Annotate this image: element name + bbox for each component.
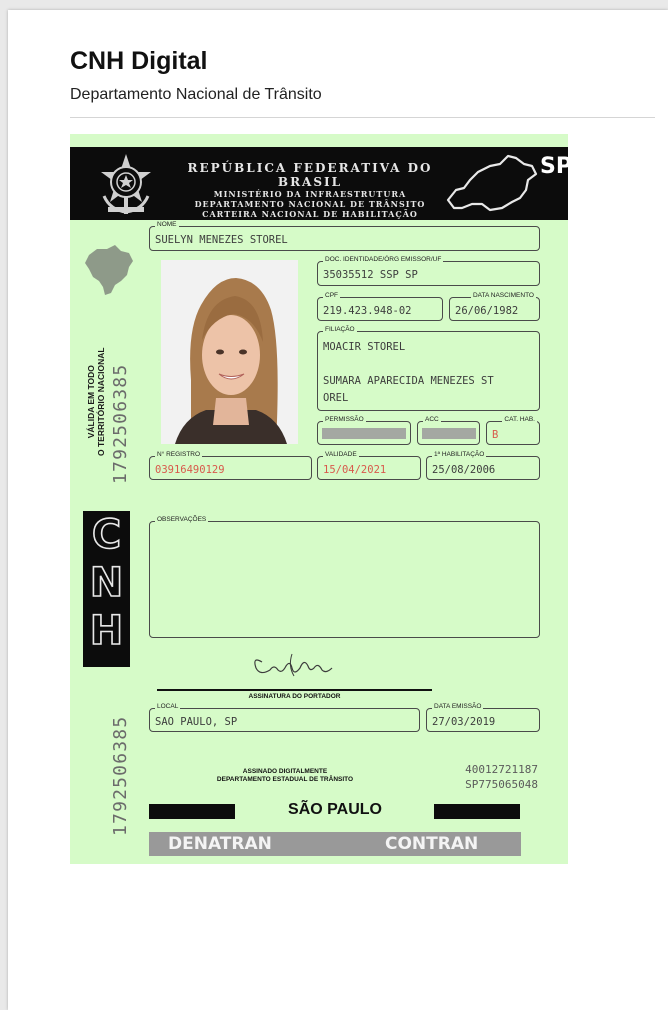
security-code-1: 40012721187 xyxy=(465,763,538,776)
sao-paulo-map-icon xyxy=(442,150,542,216)
cnh-letter-c: C xyxy=(91,512,122,558)
card-header xyxy=(70,147,572,220)
digital-signature-note: ASSINADO DIGITALMENTE DEPARTAMENTO ESTADUAL DE TRÂNSITO xyxy=(216,768,354,783)
footer-contran: CONTRAN xyxy=(385,834,479,854)
signature-label: ASSINATURA DO PORTADOR xyxy=(248,693,341,700)
field-cat-hab xyxy=(486,416,540,445)
field-data-nascimento xyxy=(449,292,540,321)
field-filiacao-value: MOACIR STOREL SUMARA APARECIDA MENEZES ST OREL xyxy=(323,341,494,404)
field-doc-identidade-value: 35035512 SSP SP xyxy=(323,269,418,281)
field-cat-hab-value: B xyxy=(492,429,499,441)
field-observacoes-label: OBSERVAÇÕES xyxy=(157,516,207,523)
field-permissao-label: PERMISSÃO xyxy=(325,416,364,423)
field-cpf xyxy=(317,292,443,321)
cnh-vertical-logo xyxy=(83,511,130,667)
field-nome-value: SUELYN MENEZES STOREL xyxy=(155,234,288,246)
field-observacoes xyxy=(149,516,540,638)
field-n-registro xyxy=(149,451,312,480)
field-validade xyxy=(317,451,421,480)
header-line-departamento: DEPARTAMENTO NACIONAL DE TRÂNSITO xyxy=(194,199,426,209)
field-validade-value: 15/04/2021 xyxy=(323,464,387,476)
field-filiacao xyxy=(317,326,540,411)
field-cat-hab-label: CAT. HAB. xyxy=(504,416,535,423)
coat-of-arms-icon xyxy=(94,152,158,216)
field-cpf-label: CPF xyxy=(325,292,338,299)
registro-vertical-lower: 1792506385 xyxy=(110,715,131,836)
field-n-registro-value: 03916490129 xyxy=(155,464,225,476)
header-line-ministerio: MINISTÉRIO DA INFRAESTRUTURA xyxy=(213,189,407,199)
field-data-emissao xyxy=(426,703,540,732)
field-data-emissao-value: 27/03/2019 xyxy=(432,716,496,728)
field-acc-label: ACC xyxy=(425,416,439,423)
valid-nationwide-text: VÁLIDA EM TODO O TERRITÓRIO NACIONAL xyxy=(86,347,106,456)
registro-vertical-upper: 1792506385 xyxy=(110,363,131,484)
security-codes xyxy=(420,762,538,792)
security-code-2: SP775065048 xyxy=(465,778,538,791)
driver-license-card xyxy=(70,134,572,864)
signature-line xyxy=(157,689,432,691)
header-line-republica: REPÚBLICA FEDERATIVA DO BRASIL xyxy=(187,161,433,189)
permissao-barcode xyxy=(322,428,406,439)
page-subtitle: Departamento Nacional de Trânsito xyxy=(70,86,322,103)
field-local xyxy=(149,703,420,732)
field-validade-label: VALIDADE xyxy=(325,451,357,458)
black-bar-right xyxy=(434,804,520,819)
field-n-registro-label: N° REGISTRO xyxy=(157,451,201,458)
black-bar-left xyxy=(149,804,235,819)
field-primeira-habilitacao xyxy=(426,451,540,480)
field-doc-identidade xyxy=(317,256,540,286)
field-nome xyxy=(149,221,540,251)
acc-barcode xyxy=(422,428,476,439)
footer-band xyxy=(149,832,521,856)
field-doc-identidade-label: DOC. IDENTIDADE/ÓRG EMISSOR/UF xyxy=(325,256,442,263)
holder-signature xyxy=(248,650,338,678)
holder-photo xyxy=(161,260,298,444)
cnh-letter-n: N xyxy=(89,560,124,606)
field-filiacao-label: FILIAÇÃO xyxy=(325,326,355,333)
page-title: CNH Digital xyxy=(70,47,208,75)
field-nome-label: NOME xyxy=(157,221,177,228)
footer-denatran: DENATRAN xyxy=(168,834,272,854)
field-data-nascimento-value: 26/06/1982 xyxy=(455,305,519,317)
field-primeira-habilitacao-value: 25/08/2006 xyxy=(432,464,496,476)
field-data-emissao-label: DATA EMISSÃO xyxy=(434,703,482,710)
field-local-label: LOCAL xyxy=(157,703,179,710)
brazil-map-icon xyxy=(79,241,137,299)
divider xyxy=(70,117,655,118)
field-data-nascimento-label: DATA NASCIMENTO xyxy=(472,292,534,299)
state-name: SÃO PAULO xyxy=(288,801,382,818)
header-line-carteira: CARTEIRA NACIONAL DE HABILITAÇÃO xyxy=(202,209,418,219)
field-primeira-habilitacao-label: 1ª HABILITAÇÃO xyxy=(434,451,485,458)
field-local-value: SAO PAULO, SP xyxy=(155,716,238,728)
field-acc xyxy=(417,416,480,445)
field-cpf-value: 219.423.948-02 xyxy=(323,305,412,317)
state-code: SP xyxy=(540,154,572,179)
field-permissao xyxy=(317,416,411,445)
cnh-letter-h: H xyxy=(89,608,124,654)
